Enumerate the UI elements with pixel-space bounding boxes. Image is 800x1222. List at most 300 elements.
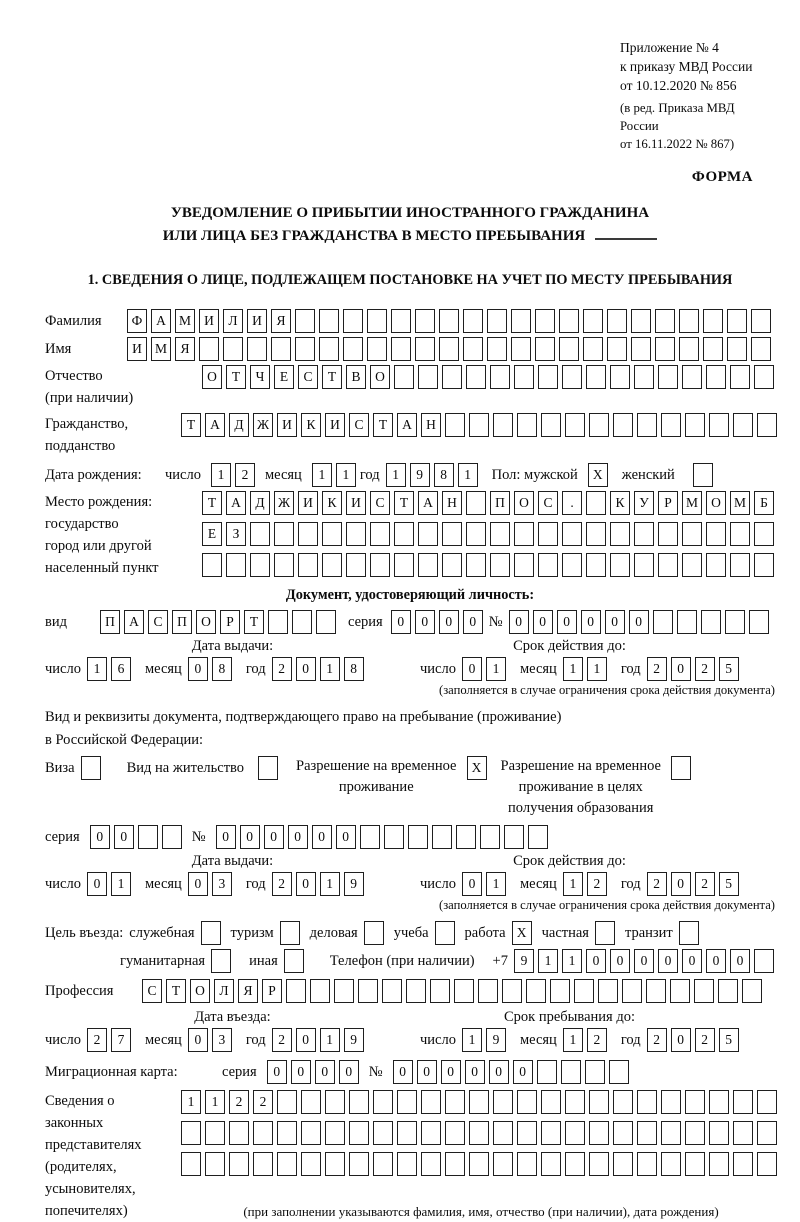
char-cell[interactable]: О (190, 979, 210, 1003)
char-cell[interactable]: Я (238, 979, 258, 1003)
char-cell[interactable] (439, 309, 459, 333)
char-cell[interactable]: 1 (563, 1028, 583, 1052)
char-cell[interactable] (456, 825, 476, 849)
char-cell[interactable] (286, 979, 306, 1003)
char-cell[interactable] (634, 553, 654, 577)
char-cell[interactable] (637, 413, 657, 437)
char-cell[interactable] (384, 825, 404, 849)
char-cell[interactable]: 1 (458, 463, 478, 487)
char-cell[interactable] (343, 337, 363, 361)
char-cell[interactable]: Т (373, 413, 393, 437)
purpose-delovaya-checkbox[interactable] (364, 921, 384, 945)
char-cell[interactable] (586, 491, 606, 515)
char-cell[interactable]: 0 (312, 825, 332, 849)
char-cell[interactable] (585, 1060, 605, 1084)
char-cell[interactable] (586, 365, 606, 389)
char-cell[interactable]: 1 (563, 657, 583, 681)
char-cell[interactable]: М (682, 491, 702, 515)
char-cell[interactable] (514, 365, 534, 389)
char-cell[interactable] (478, 979, 498, 1003)
char-cell[interactable]: 0 (533, 610, 553, 634)
char-cell[interactable] (637, 1121, 657, 1145)
char-cell[interactable] (685, 1090, 705, 1114)
char-cell[interactable]: 0 (391, 610, 411, 634)
char-cell[interactable]: 8 (212, 657, 232, 681)
char-cell[interactable] (565, 413, 585, 437)
char-cell[interactable] (682, 553, 702, 577)
char-cell[interactable] (733, 1152, 753, 1176)
char-cell[interactable] (322, 553, 342, 577)
char-cell[interactable] (541, 1121, 561, 1145)
purpose-inaya-checkbox[interactable] (284, 949, 304, 973)
char-cell[interactable] (418, 553, 438, 577)
purpose-gumanitarnaya-checkbox[interactable] (211, 949, 231, 973)
char-cell[interactable] (565, 1152, 585, 1176)
male-checkbox[interactable]: X (588, 463, 608, 487)
char-cell[interactable] (421, 1152, 441, 1176)
char-cell[interactable] (325, 1090, 345, 1114)
char-cell[interactable]: 8 (344, 657, 364, 681)
char-cell[interactable]: Д (250, 491, 270, 515)
char-cell[interactable]: 1 (320, 872, 340, 896)
char-cell[interactable]: 0 (730, 949, 750, 973)
char-cell[interactable]: А (397, 413, 417, 437)
char-cell[interactable]: С (298, 365, 318, 389)
char-cell[interactable]: П (172, 610, 192, 634)
visa-checkbox[interactable] (81, 756, 101, 780)
char-cell[interactable]: И (199, 309, 219, 333)
char-cell[interactable]: 2 (87, 1028, 107, 1052)
char-cell[interactable]: 1 (587, 657, 607, 681)
char-cell[interactable] (757, 1121, 777, 1145)
char-cell[interactable] (622, 979, 642, 1003)
char-cell[interactable] (730, 522, 750, 546)
char-cell[interactable] (589, 1121, 609, 1145)
purpose-sluzhebnaya-checkbox[interactable] (201, 921, 221, 945)
char-cell[interactable] (346, 522, 366, 546)
char-cell[interactable] (613, 1152, 633, 1176)
char-cell[interactable]: 0 (489, 1060, 509, 1084)
char-cell[interactable] (250, 553, 270, 577)
char-cell[interactable] (316, 610, 336, 634)
temp-permit-edu-checkbox[interactable] (671, 756, 691, 780)
char-cell[interactable]: И (298, 491, 318, 515)
char-cell[interactable] (631, 309, 651, 333)
char-cell[interactable] (727, 337, 747, 361)
char-cell[interactable] (268, 610, 288, 634)
char-cell[interactable] (421, 1121, 441, 1145)
char-cell[interactable]: Т (181, 413, 201, 437)
char-cell[interactable]: 0 (296, 1028, 316, 1052)
char-cell[interactable]: 0 (557, 610, 577, 634)
char-cell[interactable] (703, 309, 723, 333)
char-cell[interactable] (517, 413, 537, 437)
char-cell[interactable] (502, 979, 522, 1003)
char-cell[interactable] (490, 522, 510, 546)
char-cell[interactable] (583, 337, 603, 361)
char-cell[interactable] (391, 309, 411, 333)
char-cell[interactable]: Т (226, 365, 246, 389)
char-cell[interactable]: А (124, 610, 144, 634)
char-cell[interactable]: И (325, 413, 345, 437)
char-cell[interactable]: О (202, 365, 222, 389)
char-cell[interactable]: 9 (410, 463, 430, 487)
char-cell[interactable] (535, 337, 555, 361)
char-cell[interactable] (253, 1152, 273, 1176)
char-cell[interactable] (751, 309, 771, 333)
char-cell[interactable] (487, 337, 507, 361)
char-cell[interactable] (679, 309, 699, 333)
char-cell[interactable]: 0 (462, 657, 482, 681)
char-cell[interactable]: О (370, 365, 390, 389)
char-cell[interactable]: С (148, 610, 168, 634)
char-cell[interactable] (334, 979, 354, 1003)
char-cell[interactable] (199, 337, 219, 361)
char-cell[interactable]: 2 (647, 657, 667, 681)
char-cell[interactable] (613, 413, 633, 437)
char-cell[interactable]: 2 (229, 1090, 249, 1114)
char-cell[interactable] (229, 1121, 249, 1145)
char-cell[interactable]: 0 (634, 949, 654, 973)
char-cell[interactable]: Р (262, 979, 282, 1003)
char-cell[interactable]: У (634, 491, 654, 515)
char-cell[interactable] (694, 979, 714, 1003)
char-cell[interactable]: 1 (320, 657, 340, 681)
char-cell[interactable] (298, 522, 318, 546)
char-cell[interactable] (310, 979, 330, 1003)
char-cell[interactable]: 0 (682, 949, 702, 973)
char-cell[interactable]: 0 (90, 825, 110, 849)
char-cell[interactable] (682, 522, 702, 546)
char-cell[interactable] (538, 522, 558, 546)
char-cell[interactable] (757, 413, 777, 437)
char-cell[interactable] (586, 522, 606, 546)
char-cell[interactable] (493, 1152, 513, 1176)
char-cell[interactable] (749, 610, 769, 634)
char-cell[interactable] (607, 337, 627, 361)
char-cell[interactable] (658, 365, 678, 389)
char-cell[interactable] (730, 553, 750, 577)
char-cell[interactable]: 0 (296, 872, 316, 896)
char-cell[interactable] (757, 1090, 777, 1114)
char-cell[interactable]: 0 (509, 610, 529, 634)
char-cell[interactable] (511, 309, 531, 333)
char-cell[interactable] (493, 413, 513, 437)
char-cell[interactable]: 2 (272, 1028, 292, 1052)
char-cell[interactable] (727, 309, 747, 333)
char-cell[interactable] (138, 825, 158, 849)
char-cell[interactable] (343, 309, 363, 333)
char-cell[interactable] (466, 553, 486, 577)
char-cell[interactable] (742, 979, 762, 1003)
char-cell[interactable]: 0 (315, 1060, 335, 1084)
char-cell[interactable] (490, 365, 510, 389)
char-cell[interactable] (589, 1152, 609, 1176)
char-cell[interactable] (613, 1090, 633, 1114)
char-cell[interactable]: 1 (486, 657, 506, 681)
char-cell[interactable] (445, 1121, 465, 1145)
char-cell[interactable]: 0 (463, 610, 483, 634)
char-cell[interactable]: 1 (312, 463, 332, 487)
char-cell[interactable]: Т (202, 491, 222, 515)
char-cell[interactable]: М (151, 337, 171, 361)
char-cell[interactable] (565, 1090, 585, 1114)
char-cell[interactable]: С (538, 491, 558, 515)
char-cell[interactable] (367, 309, 387, 333)
char-cell[interactable]: К (322, 491, 342, 515)
char-cell[interactable]: Н (442, 491, 462, 515)
char-cell[interactable]: С (370, 491, 390, 515)
char-cell[interactable]: 2 (253, 1090, 273, 1114)
char-cell[interactable]: П (490, 491, 510, 515)
char-cell[interactable] (562, 553, 582, 577)
char-cell[interactable] (319, 337, 339, 361)
char-cell[interactable]: 0 (114, 825, 134, 849)
char-cell[interactable]: 1 (538, 949, 558, 973)
char-cell[interactable]: 0 (462, 872, 482, 896)
char-cell[interactable]: 0 (439, 610, 459, 634)
char-cell[interactable] (490, 553, 510, 577)
char-cell[interactable]: 0 (188, 657, 208, 681)
female-checkbox[interactable] (693, 463, 713, 487)
char-cell[interactable]: 0 (291, 1060, 311, 1084)
char-cell[interactable] (181, 1152, 201, 1176)
char-cell[interactable]: Л (214, 979, 234, 1003)
char-cell[interactable] (226, 553, 246, 577)
char-cell[interactable] (205, 1121, 225, 1145)
char-cell[interactable] (370, 553, 390, 577)
char-cell[interactable] (685, 1121, 705, 1145)
char-cell[interactable]: 1 (462, 1028, 482, 1052)
char-cell[interactable]: Ж (274, 491, 294, 515)
char-cell[interactable]: И (346, 491, 366, 515)
char-cell[interactable] (586, 553, 606, 577)
char-cell[interactable] (725, 610, 745, 634)
char-cell[interactable] (439, 337, 459, 361)
char-cell[interactable]: 5 (719, 1028, 739, 1052)
char-cell[interactable] (367, 337, 387, 361)
char-cell[interactable]: Е (274, 365, 294, 389)
char-cell[interactable]: 9 (344, 872, 364, 896)
char-cell[interactable] (394, 365, 414, 389)
char-cell[interactable] (670, 979, 690, 1003)
char-cell[interactable] (319, 309, 339, 333)
char-cell[interactable]: 0 (671, 1028, 691, 1052)
char-cell[interactable]: К (301, 413, 321, 437)
char-cell[interactable]: 0 (658, 949, 678, 973)
char-cell[interactable] (301, 1152, 321, 1176)
char-cell[interactable] (421, 1090, 441, 1114)
char-cell[interactable] (445, 1152, 465, 1176)
char-cell[interactable] (382, 979, 402, 1003)
char-cell[interactable] (583, 309, 603, 333)
char-cell[interactable] (655, 337, 675, 361)
char-cell[interactable] (295, 337, 315, 361)
char-cell[interactable] (561, 1060, 581, 1084)
char-cell[interactable] (685, 413, 705, 437)
char-cell[interactable]: М (730, 491, 750, 515)
char-cell[interactable] (292, 610, 312, 634)
char-cell[interactable]: С (349, 413, 369, 437)
char-cell[interactable]: 9 (514, 949, 534, 973)
char-cell[interactable] (679, 337, 699, 361)
char-cell[interactable]: 1 (562, 949, 582, 973)
char-cell[interactable] (466, 365, 486, 389)
char-cell[interactable] (466, 491, 486, 515)
char-cell[interactable]: 7 (111, 1028, 131, 1052)
char-cell[interactable] (514, 553, 534, 577)
char-cell[interactable]: 0 (87, 872, 107, 896)
char-cell[interactable] (653, 610, 673, 634)
residence-permit-checkbox[interactable] (258, 756, 278, 780)
char-cell[interactable] (574, 979, 594, 1003)
char-cell[interactable] (658, 553, 678, 577)
char-cell[interactable] (607, 309, 627, 333)
char-cell[interactable]: М (175, 309, 195, 333)
char-cell[interactable] (661, 1121, 681, 1145)
char-cell[interactable]: 0 (188, 872, 208, 896)
char-cell[interactable] (559, 337, 579, 361)
char-cell[interactable] (415, 309, 435, 333)
char-cell[interactable] (274, 553, 294, 577)
char-cell[interactable]: Е (202, 522, 222, 546)
char-cell[interactable] (253, 1121, 273, 1145)
char-cell[interactable] (349, 1152, 369, 1176)
char-cell[interactable] (445, 1090, 465, 1114)
char-cell[interactable] (661, 1090, 681, 1114)
char-cell[interactable]: 0 (240, 825, 260, 849)
char-cell[interactable] (538, 553, 558, 577)
char-cell[interactable]: И (247, 309, 267, 333)
char-cell[interactable] (559, 309, 579, 333)
char-cell[interactable]: О (196, 610, 216, 634)
char-cell[interactable]: Л (223, 309, 243, 333)
char-cell[interactable] (445, 413, 465, 437)
char-cell[interactable] (589, 1090, 609, 1114)
char-cell[interactable] (274, 522, 294, 546)
char-cell[interactable] (205, 1152, 225, 1176)
char-cell[interactable]: 1 (211, 463, 231, 487)
char-cell[interactable] (661, 1152, 681, 1176)
char-cell[interactable] (418, 365, 438, 389)
char-cell[interactable]: 2 (695, 872, 715, 896)
char-cell[interactable] (271, 337, 291, 361)
char-cell[interactable] (709, 1121, 729, 1145)
char-cell[interactable]: 1 (181, 1090, 201, 1114)
char-cell[interactable] (322, 522, 342, 546)
char-cell[interactable] (394, 553, 414, 577)
char-cell[interactable] (562, 522, 582, 546)
char-cell[interactable]: Т (244, 610, 264, 634)
char-cell[interactable]: Р (658, 491, 678, 515)
char-cell[interactable] (373, 1121, 393, 1145)
char-cell[interactable]: 0 (339, 1060, 359, 1084)
char-cell[interactable]: 3 (212, 1028, 232, 1052)
char-cell[interactable]: 0 (393, 1060, 413, 1084)
char-cell[interactable] (373, 1152, 393, 1176)
char-cell[interactable]: 0 (336, 825, 356, 849)
char-cell[interactable] (469, 413, 489, 437)
char-cell[interactable]: Д (229, 413, 249, 437)
char-cell[interactable]: С (142, 979, 162, 1003)
char-cell[interactable] (754, 553, 774, 577)
char-cell[interactable]: 0 (415, 610, 435, 634)
char-cell[interactable] (646, 979, 666, 1003)
char-cell[interactable] (733, 1121, 753, 1145)
char-cell[interactable] (754, 365, 774, 389)
purpose-turizm-checkbox[interactable] (280, 921, 300, 945)
char-cell[interactable]: Т (166, 979, 186, 1003)
char-cell[interactable] (325, 1121, 345, 1145)
char-cell[interactable] (634, 522, 654, 546)
char-cell[interactable] (685, 1152, 705, 1176)
char-cell[interactable] (360, 825, 380, 849)
char-cell[interactable]: 9 (486, 1028, 506, 1052)
char-cell[interactable]: 1 (111, 872, 131, 896)
char-cell[interactable] (709, 413, 729, 437)
char-cell[interactable] (538, 365, 558, 389)
char-cell[interactable]: 0 (706, 949, 726, 973)
char-cell[interactable] (358, 979, 378, 1003)
char-cell[interactable] (610, 365, 630, 389)
char-cell[interactable] (301, 1090, 321, 1114)
char-cell[interactable]: 0 (605, 610, 625, 634)
char-cell[interactable]: 0 (288, 825, 308, 849)
char-cell[interactable] (469, 1152, 489, 1176)
char-cell[interactable] (408, 825, 428, 849)
char-cell[interactable]: 1 (486, 872, 506, 896)
char-cell[interactable] (463, 309, 483, 333)
char-cell[interactable] (397, 1152, 417, 1176)
char-cell[interactable] (709, 1152, 729, 1176)
char-cell[interactable]: А (151, 309, 171, 333)
char-cell[interactable] (634, 365, 654, 389)
char-cell[interactable] (223, 337, 243, 361)
char-cell[interactable] (277, 1152, 297, 1176)
purpose-tranzit-checkbox[interactable] (679, 921, 699, 945)
char-cell[interactable] (466, 522, 486, 546)
char-cell[interactable]: 2 (647, 872, 667, 896)
char-cell[interactable]: 0 (465, 1060, 485, 1084)
char-cell[interactable] (181, 1121, 201, 1145)
char-cell[interactable] (537, 1060, 557, 1084)
char-cell[interactable] (541, 1152, 561, 1176)
char-cell[interactable] (598, 979, 618, 1003)
char-cell[interactable] (701, 610, 721, 634)
char-cell[interactable]: Я (175, 337, 195, 361)
char-cell[interactable]: 1 (320, 1028, 340, 1052)
char-cell[interactable]: О (706, 491, 726, 515)
char-cell[interactable] (432, 825, 452, 849)
char-cell[interactable] (541, 1090, 561, 1114)
char-cell[interactable]: 0 (417, 1060, 437, 1084)
char-cell[interactable] (757, 1152, 777, 1176)
char-cell[interactable]: 0 (264, 825, 284, 849)
char-cell[interactable]: 0 (296, 657, 316, 681)
char-cell[interactable] (406, 979, 426, 1003)
char-cell[interactable] (229, 1152, 249, 1176)
char-cell[interactable]: 2 (272, 872, 292, 896)
char-cell[interactable]: 0 (586, 949, 606, 973)
char-cell[interactable] (202, 553, 222, 577)
char-cell[interactable] (397, 1121, 417, 1145)
char-cell[interactable] (493, 1121, 513, 1145)
char-cell[interactable] (250, 522, 270, 546)
char-cell[interactable]: Я (271, 309, 291, 333)
char-cell[interactable]: 0 (671, 872, 691, 896)
char-cell[interactable] (394, 522, 414, 546)
temp-permit-checkbox[interactable]: X (467, 756, 487, 780)
